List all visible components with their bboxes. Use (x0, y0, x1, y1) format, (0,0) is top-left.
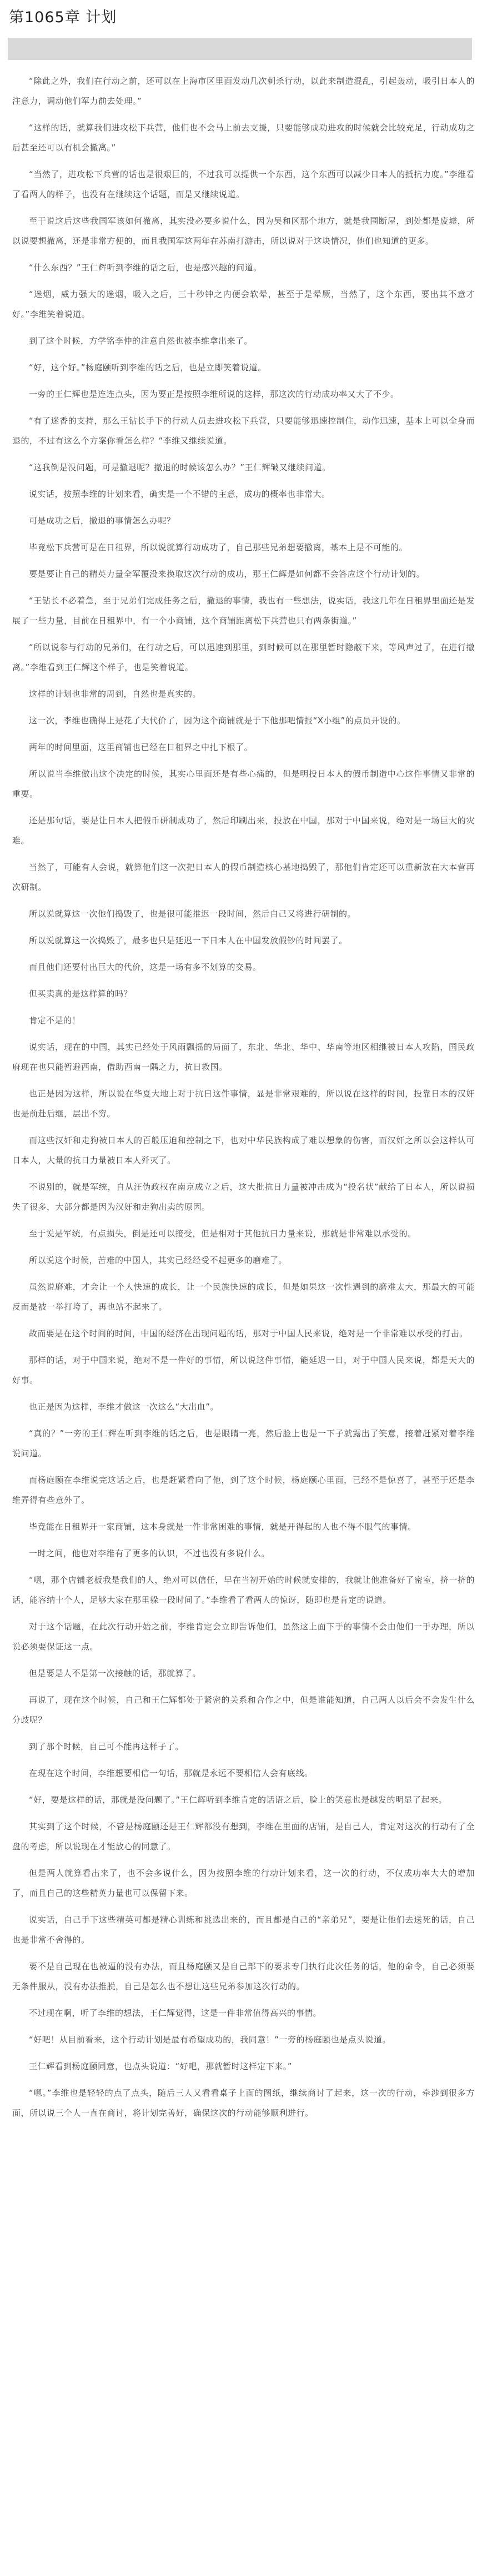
paragraph: 一时之间，他也对李维有了更多的认识，不过也没有多说什么。 (29, 1548, 270, 1558)
paragraph: 所以说就算这一次他们捣毁了，也是很可能推迟一段时间，然后自己又将进行研制的。 (29, 909, 357, 919)
paragraph: 但买卖真的是这样算的吗？ (29, 989, 133, 999)
paragraph: 故而要是在这个时间的时间，中国的经济在出现问题的话，那对于中国人民来说，绝对是一个非常难以承受的打击。 (29, 1329, 468, 1339)
paragraph: 也正是因为这样，所以说在华夏大地上对于抗日这件事情，显是非常艰难的，所以说在这样的时间，投靠日本的汉奸也是前赴后继，层出不穷。 (12, 1089, 475, 1119)
paragraph: 所以说当李维做出这个决定的时候，其实心里面还是有些心痛的，但是明投日本人的假币制造中心这件事情又非常的重要。 (12, 769, 475, 799)
paragraph: “除此之外，我们在行动之前，还可以在上海市区里面发动几次刺杀行动，以此来制造混乱，引起轰动，吸引日本人的注意力，调动他们军力前去处理。” (12, 76, 475, 106)
paragraph: 毕竟能在日租界开一家商铺，这本身就是一件非常困难的事情，就是开得起的人也不得不服气的事情。 (29, 1522, 416, 1532)
paragraph: 那样的话，对于中国来说，绝对不是一件好的事情，所以说这件事情，能延迟一日，对于中国人民来说，都是天大的好事。 (12, 1355, 475, 1385)
paragraph: 但是要是人不是第一次接触的话，那就算了。 (29, 1668, 202, 1678)
paragraph: “这样的话，就算我们进攻松下兵营，他们也不会马上前去支援，只要能够成功进攻的时候就会比较充足，行动成功之后甚至还可以有机会撤离。” (12, 123, 475, 153)
paragraph: “有了迷香的支持，那么王钻长手下的行动人员去进攻松下兵营，只要能够迅速控制住，动作迅速，基本上可以全身而退的，不过有这么个方案你看怎么样？”李维又继续说道。 (12, 416, 475, 446)
paragraph: 不说别的，就是军统，自从汪伪政权在南京成立之后，这大批抗日力量被冲击成为“投名状”献给了日本人，所以说损失了很多，大部分都是因为汉奸和走狗出卖的原因。 (12, 1182, 475, 1212)
paragraph: 在现在这个时间，李维想要相信一句话，那就是永远不要相信人会有底线。 (29, 1768, 313, 1778)
paragraph: “嗯，那个店铺老板我是我们的人，绝对可以信任，早在当初开始的时候就安排的，我就让他准备好了密室，挤一挤的话，能容纳十个人，足够大家在那里躲一段时间了。”李维看了看两人的惊讶，随即也是肯定的说道。 (12, 1575, 475, 1605)
paragraph: 而杨庭颐在李维说完这话之后，也是赶紧看向了他，到了这个时候，杨庭颐心里面，已经不是惊喜了，甚至于还是李维弄得有些意外了。 (12, 1475, 475, 1505)
paragraph: “这我倒是没问题，可是撤退呢？撤退的时候该怎么办？”王仁辉皱又继续问道。 (29, 462, 331, 472)
paragraph: 两年的时间里面，这里商铺也已经在日租界之中扎下根了。 (29, 742, 253, 752)
paragraph: 对于这个话题，在此次行动开始之前，李维肯定会立即告诉他们，虽然这上面下手的事情不会由他们一手办理，所以说必须要保证这一点。 (12, 1622, 475, 1652)
paragraph: “迷烟，威力强大的迷烟，吸入之后，三十秒钟之内便会软晕，甚至于是晕厥，当然了，这个东西，要出其不意才好。”李维笑着说道。 (12, 289, 475, 319)
paragraph: 说实话，按照李维的计划来看，确实是一个不错的主意，成功的概率也非常大。 (29, 489, 330, 499)
paragraph: 所以说就算这一次捣毁了，最多也只是延迟一下日本人在中国发放假钞的时间罢了。 (29, 935, 348, 945)
paragraph: 毕竟松下兵营可是在日租界，所以说就算行动成功了，自己那些兄弟想要撤离，基本上是不可能的。 (29, 542, 408, 552)
paragraph: “好吧！从目前看来，这个行动计划是最有希望成功的，我同意！”一旁的杨庭颐也是点头说道。 (29, 2035, 391, 2045)
paragraph: 要是要让自己的精英力量全军覆没来换取这次行动的成功，那王仁辉是如何都不会答应这个行动计划的。 (29, 569, 425, 579)
paragraph: 其实到了这个时候，不管是杨庭颐还是王仁辉都没有想到，李维在里面的店铺，是自己人，肯定对这次的行动有了全盘的考虑，所以说现在才能放心的同意了。 (12, 1822, 475, 1852)
paragraph: 至于说是军统，有点损失，倒是还可以接受，但是相对于其他抗日力量来说，那就是非常难以承受的。 (29, 1229, 416, 1239)
paragraph: 王仁辉看到杨庭颐同意，也点头说道：“好吧，那就暂时这样定下来。” (29, 2061, 293, 2071)
paragraph: “王钻长不必着急，至于兄弟们完成任务之后，撤退的事情，我也有一些想法，说实话，我这几年在日租界里面还是发展了一些力量，目前在日租界中，有一个小商铺，这个商铺距离松下兵营也只有两条街道。” (12, 596, 475, 626)
paragraph: 而这些汉奸和走狗被日本人的百般压迫和控制之下，也对中华民族构成了难以想象的伤害，而汉奸之所以会这样认可日本人，大量的抗日力量被日本人歼灭了。 (12, 1135, 475, 1165)
paragraph: 这样的计划也非常的周到，自然也是真实的。 (29, 689, 202, 699)
paragraph: “好，要是这样的话，那就是没问题了。”王仁辉听到李维肯定的话语之后，脸上的笑意也是越发的明显了起来。 (29, 1795, 448, 1805)
paragraph: 肯定不是的！ (29, 1015, 81, 1025)
paragraph: 但是两人就算看出来了，也不会多说什么，因为按照李维的行动计划来看，这一次的行动，不仅成功率大大的增加了，而且自己的这些精英力量也可以保留下来。 (12, 1868, 475, 1898)
paragraph: 这一次，李维也确得上是花了大代价了，因为这个商铺就是于下他那吧情报“X小组”的点员开设的。 (29, 716, 406, 726)
paragraph: 说实话，现在的中国，其实已经处于风雨飘摇的局面了，东北、华北、华中、华南等地区相继被日本人攻陷，国民政府现在也只能暂避西南，借助西南一隅之力，抗日救国。 (12, 1042, 475, 1072)
paragraph: 到了那个时候，自己可不能再这样子了。 (29, 1742, 184, 1752)
paragraph: “真的？”一旁的王仁辉在听到李维的话之后，也是眼睛一亮，然后脸上也是一下子就露出了笑意，接着赶紧对着李维说问道。 (12, 1428, 475, 1458)
paragraph: 一旁的王仁辉也是连连点头，因为要正是按照李维所说的这样，那这次的行动成功率又大了不少。 (29, 389, 399, 399)
paragraph: “当然了，进攻松下兵营的话也是很艰巨的，不过我可以提供一个东西，这个东西可以减少日本人的抵抗力度。”李维看了看两人的样子，也没有在继续这个话题，而是又继续说道。 (12, 169, 475, 199)
paragraph: 当然了，可能有人会说，就算他们这一次把日本人的假币制造核心基地捣毁了，那他们肯定还可以重新放在大本营再次研制。 (12, 862, 475, 892)
paragraph: 可是成功之后，撤退的事情怎么办呢？ (29, 516, 175, 526)
paragraph: 说实话，自己手下这些精英可都是精心训练和挑选出来的，而且都是自己的“亲弟兄”，要是让他们去送死的话，自己也是非常不舍得的。 (12, 1915, 475, 1945)
paragraph: 所以说这个时候，苦难的中国人，其实已经经受不起更多的磨难了。 (29, 1255, 288, 1265)
paragraph: 要不是自己现在也被逼的没有办法，而且杨庭颐又是自己部下的要求专门执行此次任务的话，他的命令，自己必须要无条件服从，没有办法推脱，自己是怎么也不想让这些兄弟参加这次行动的。 (12, 1961, 475, 1991)
paragraph: “好，这个好。”杨庭颐听到李维的话之后，也是立即笑着说道。 (29, 363, 267, 373)
paragraph: “什么东西？”王仁辉听到李维的话之后，也是感兴趣的问道。 (29, 263, 262, 273)
paragraph: “所以说参与行动的兄弟们，在行动之后，可以迅速到那里，到时候可以在那里暂时隐蔽下来，等风声过了，在进行撤离。”李维看到王仁辉这个样子，也是笑着说道。 (12, 642, 475, 672)
paragraph: 而且他们还要付出巨大的代价，这是一场有多不划算的交易。 (29, 962, 262, 972)
paragraph: 还是那句话，要是让日本人把假币研制成功了，然后印刷出来，投放在中国，那对于中国来说，绝对是一场巨大的灾难。 (12, 816, 475, 846)
paragraph: “嗯。”李维也是轻轻的点了点头，随后三人又看看桌子上面的图纸，继续商讨了起来，这一次的行动，牵涉到很多方面，所以说三个人一直在商讨，将计划完善好，确保这次的行动能够顺利进行。 (12, 2088, 475, 2118)
chapter-content (8, 71, 479, 2123)
chapter-title: 第1065章 计划 (9, 9, 117, 26)
ad-banner-placeholder[interactable] (8, 38, 472, 60)
paragraph: 也正是因为这样，李维才做这一次这么“大出血”。 (29, 1402, 219, 1412)
paragraph: 到了这个时候，方学铭李仲的注意自然也被李维拿出来了。 (29, 336, 253, 346)
paragraph: 虽然说磨难，才会让一个人快速的成长，让一个民族快速的成长，但是如果这一次性遇到的磨难太大，那最大的可能反而是被一举打垮了，再也站不起来了。 (12, 1282, 475, 1312)
paragraph: 至于说这后这些我国军该如何撤离，其实没必要多说什么，因为吴和区那个地方，就是我围断屋，到处都是废墟，所以说要想撤离，还是非常方便的，而且我国军这两年在苏南打游击，所以说对于这块情况，他们也知道的更多。 (12, 216, 475, 246)
paragraph: 再说了，现在这个时候，自己和王仁辉都处于紧密的关系和合作之中，但是谁能知道，自己两人以后会不会发生什么分歧呢？ (12, 1695, 475, 1725)
paragraph: 不过现在啊，听了李维的想法，王仁辉觉得，这是一件非常值得高兴的事情。 (29, 2008, 322, 2018)
